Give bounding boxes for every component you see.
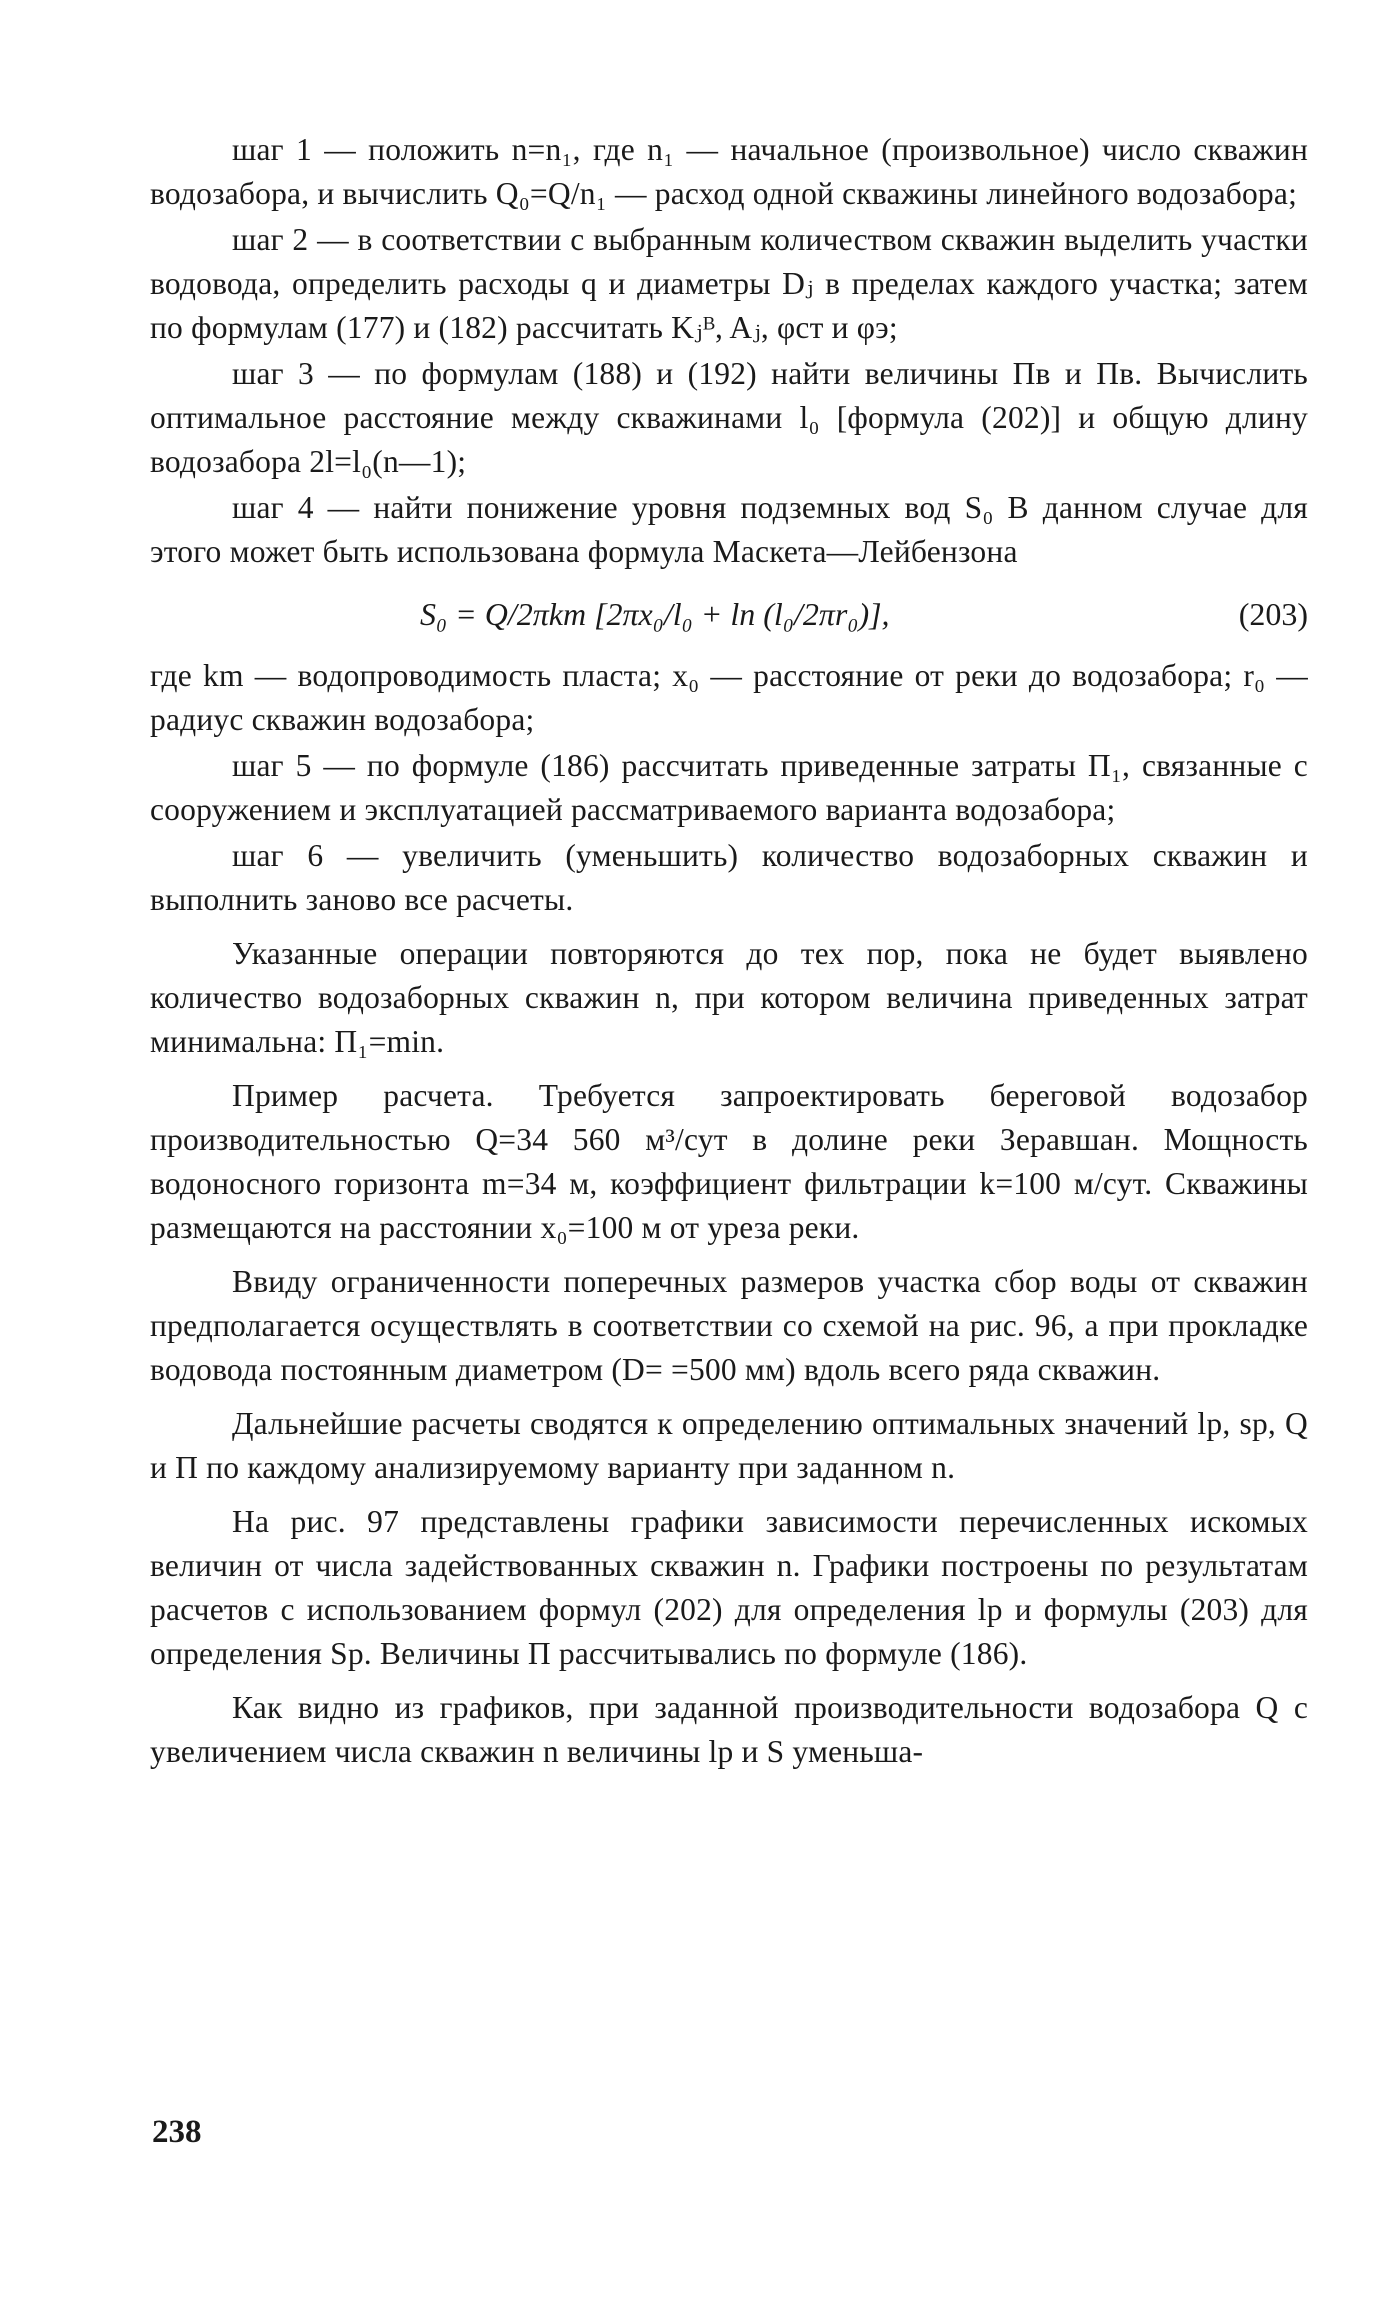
paragraph-where: где km — водопроводимость пласта; x₀ — расстояние от реки до водозабора; r₀ — радиус скважин водозабора; [150,658,1308,737]
paragraph-step-5: шаг 5 — по формуле (186) рассчитать приведенные затраты П₁, связанные с сооружением и эксплуатацией рассматриваемого варианта водозабора; [150,748,1308,827]
equation-formula: S₀ = Q/2πkm [2πx₀/l₀ + ln (l₀/2πr₀)], [420,596,890,632]
paragraph-further: Дальнейшие расчеты сводятся к определению оптимальных значений lр, sр, Q и П по каждому анализируемому варианту при заданном n. [150,1406,1308,1485]
paragraph-step-1: шаг 1 — положить n=n₁, где n₁ — начальное (произвольное) число скважин водозабора, и вычислить Q₀=Q/n₁ — расход одной скважины линейного водозабора; [150,132,1308,211]
equation-number: (203) [1238,596,1308,632]
paragraph-step-4: шаг 4 — найти понижение уровня подземных вод S₀ В данном случае для этого может быть использована формула Маскета—Лейбензона [150,490,1308,569]
page-number: 238 [152,2114,202,2150]
paragraph-step-2: шаг 2 — в соответствии с выбранным количеством скважин выделить участки водовода, определить расходы q и диаметры Dⱼ в пределах каждого участка; затем по формулам (177) и (182) рассчитать Kⱼᴮ, Aⱼ, φст и φэ; [150,222,1308,345]
page-body [150,128,1308,1776]
paragraph-figure: На рис. 97 представлены графики зависимости перечисленных искомых величин от числа задействованных скважин n. Графики построены по результатам расчетов с использованием формул (202) для определения lр и формулы (203) для определения Sр. Величины П рассчитывались по формуле (186). [150,1504,1308,1671]
paragraph-step-3: шаг 3 — по формулам (188) и (192) найти величины Пв и Пв. Вычислить оптимальное расстояние между скважинами l₀ [формула (202)] и общую длину водозабора 2l=l₀(n—1); [150,356,1308,479]
paragraph-step-6: шаг 6 — увеличить (уменьшить) количество водозаборных скважин и выполнить заново все расчеты. [150,838,1308,917]
paragraph-example: Пример расчета. Требуется запроектировать береговой водозабор производительностью Q=34 560 м³/сут в долине реки Зеравшан. Мощность водоносного горизонта m=34 м, коэффициент фильтрации k=100 м/сут. Скважины размещаются на расстоянии x₀=100 м от уреза реки. [150,1078,1308,1245]
paragraph-scheme: Ввиду ограниченности поперечных размеров участка сбор воды от скважин предполагается осуществлять в соответствии со схемой на рис. 96, а при прокладке водовода постоянным диаметром (D= =500 мм) вдоль всего ряда скважин. [150,1264,1308,1387]
paragraph-conclusion: Как видно из графиков, при заданной производительности водозабора Q с увеличением числа скважин n величины lр и S уменьша- [150,1690,1308,1769]
equation-203 [150,592,1308,636]
paragraph-repeat: Указанные операции повторяются до тех пор, пока не будет выявлено количество водозаборных скважин n, при котором величина приведенных затрат минимальна: П₁=min. [150,936,1308,1059]
